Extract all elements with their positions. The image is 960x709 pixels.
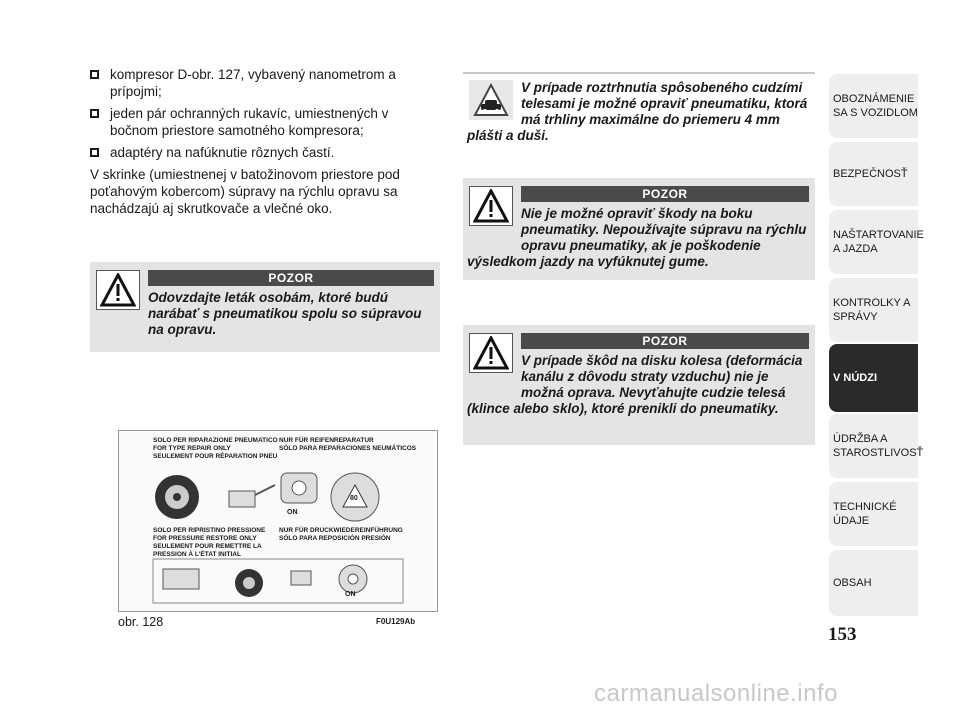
- tab-v-nudzi[interactable]: [829, 344, 918, 412]
- figure-caption-line: PRESSION À L'ÉTAT INITIAL: [153, 551, 241, 558]
- warning-heading: POZOR: [148, 270, 434, 286]
- left-column: [90, 66, 440, 217]
- warning-text: Odovzdajte leták osobám, ktoré budú narábať s pneumatikou spolu so súpravou na opravu.: [148, 290, 422, 337]
- figure-caption-line: SEULEMENT POUR RÉPARATION PNEU: [153, 453, 278, 460]
- tab-label: OBSAH: [833, 577, 872, 589]
- info-box: [463, 76, 815, 158]
- figure-caption-line: SÓLO PARA REPARACIONES NEUMÁTICOS: [279, 445, 417, 452]
- warning-heading: POZOR: [521, 186, 809, 202]
- figure-caption-line: FOR TYPE REPAIR ONLY: [153, 445, 231, 452]
- figure-caption-line: SÓLO PARA REPOSICIÓN PRESIÓN: [279, 535, 391, 542]
- tab-udrzba[interactable]: [829, 414, 924, 478]
- tab-label: OBOZNÁMENIE SA S VOZIDLOM: [833, 93, 918, 119]
- on-label: ON: [287, 509, 298, 516]
- tab-obsah[interactable]: [829, 550, 918, 616]
- figure-illustration-bottom: [119, 557, 437, 607]
- figure-caption-line: FOR PRESSURE RESTORE ONLY: [153, 535, 257, 542]
- tab-label: NAŠTARTOVANIE A JAZDA: [833, 229, 924, 255]
- checkbox-bullet-icon: [90, 109, 99, 118]
- info-text: V prípade roztrhnutia spôsobeného cudzími telesami je možné opraviť pneumatiku, ktorá má trhliny maximálne do priemeru 4 mm plášti a duši.: [467, 80, 808, 143]
- bullet-item: adaptéry na nafúknutie rôznych častí.: [90, 144, 440, 161]
- figure-repair-kit-leaflet: [118, 430, 438, 612]
- watermark: carmanualsonline.info: [594, 680, 838, 707]
- divider: [463, 72, 815, 74]
- tab-label: TECHNICKÉ ÚDAJE: [833, 501, 897, 527]
- tab-label: V NÚDZI: [833, 372, 877, 384]
- warning-text: Nie je možné opraviť škody na boku pneumatiky. Nepoužívajte súpravu na rýchlu opravu pneumatiky, ak je poškodenie výsledkom jazdy na vyfúknutej gume.: [467, 206, 807, 269]
- warning-text: V prípade škôd na disku kolesa (deformácia kanálu z dôvodu straty vzduchu) nie je možná oprava. Nevyťahujte cudzie telesá (klince alebo sklo), ktoré prenikli do pneumatiky.: [467, 353, 803, 416]
- on-label: ON: [345, 591, 356, 598]
- bullet-item: kompresor D-obr. 127, vybavený nanometrom a prípojmi;: [90, 66, 440, 100]
- speed-label: 80: [350, 495, 358, 502]
- tab-label: BEZPEČNOSŤ: [833, 168, 908, 180]
- tab-label: KONTROLKY A SPRÁVY: [833, 297, 910, 323]
- tab-bezpecnost[interactable]: [829, 142, 918, 206]
- figure-caption-line: NUR FÜR REIFENREPARATUR: [279, 437, 374, 444]
- tab-technicke[interactable]: [829, 482, 918, 546]
- warning-box-left: [90, 262, 440, 352]
- warning-box-right-2: [463, 325, 815, 445]
- figure-caption-line: SOLO PER RIPARAZIONE PNEUMATICO: [153, 437, 278, 444]
- warning-box-right-1: [463, 178, 815, 280]
- checkbox-bullet-icon: [90, 70, 99, 79]
- tab-kontrolky[interactable]: [829, 278, 918, 342]
- bullet-item: jeden pár ochranných rukavíc, umiestnených v bočnom priestore samotného kompresora;: [90, 105, 440, 139]
- warning-heading: POZOR: [521, 333, 809, 349]
- page-number: 153: [828, 624, 857, 645]
- tab-oboznamenie[interactable]: [829, 74, 918, 138]
- tab-nastartovanie[interactable]: [829, 210, 924, 274]
- checkbox-bullet-icon: [90, 148, 99, 157]
- figure-caption-line: SOLO PER RIPRISTINO PRESSIONE: [153, 527, 266, 534]
- figure-label: obr. 128: [118, 615, 164, 629]
- figure-caption-line: SEULEMENT POUR REMETTRE LA: [153, 543, 262, 550]
- body-paragraph: V skrinke (umiestnenej v batožinovom priestore pod poťahovým kobercom) súpravy na rýchlu opravu sa nachádzajú aj skrutkovače a vlečné oko.: [90, 167, 400, 216]
- figure-code: F0U129Ab: [376, 617, 416, 626]
- tab-label: ÚDRŽBA A STAROSTLIVOSŤ: [833, 433, 924, 459]
- figure-caption-line: NUR FÜR DRUCKWIEDEREINFÜHRUNG: [279, 527, 403, 534]
- figure-illustration-top: [119, 461, 437, 531]
